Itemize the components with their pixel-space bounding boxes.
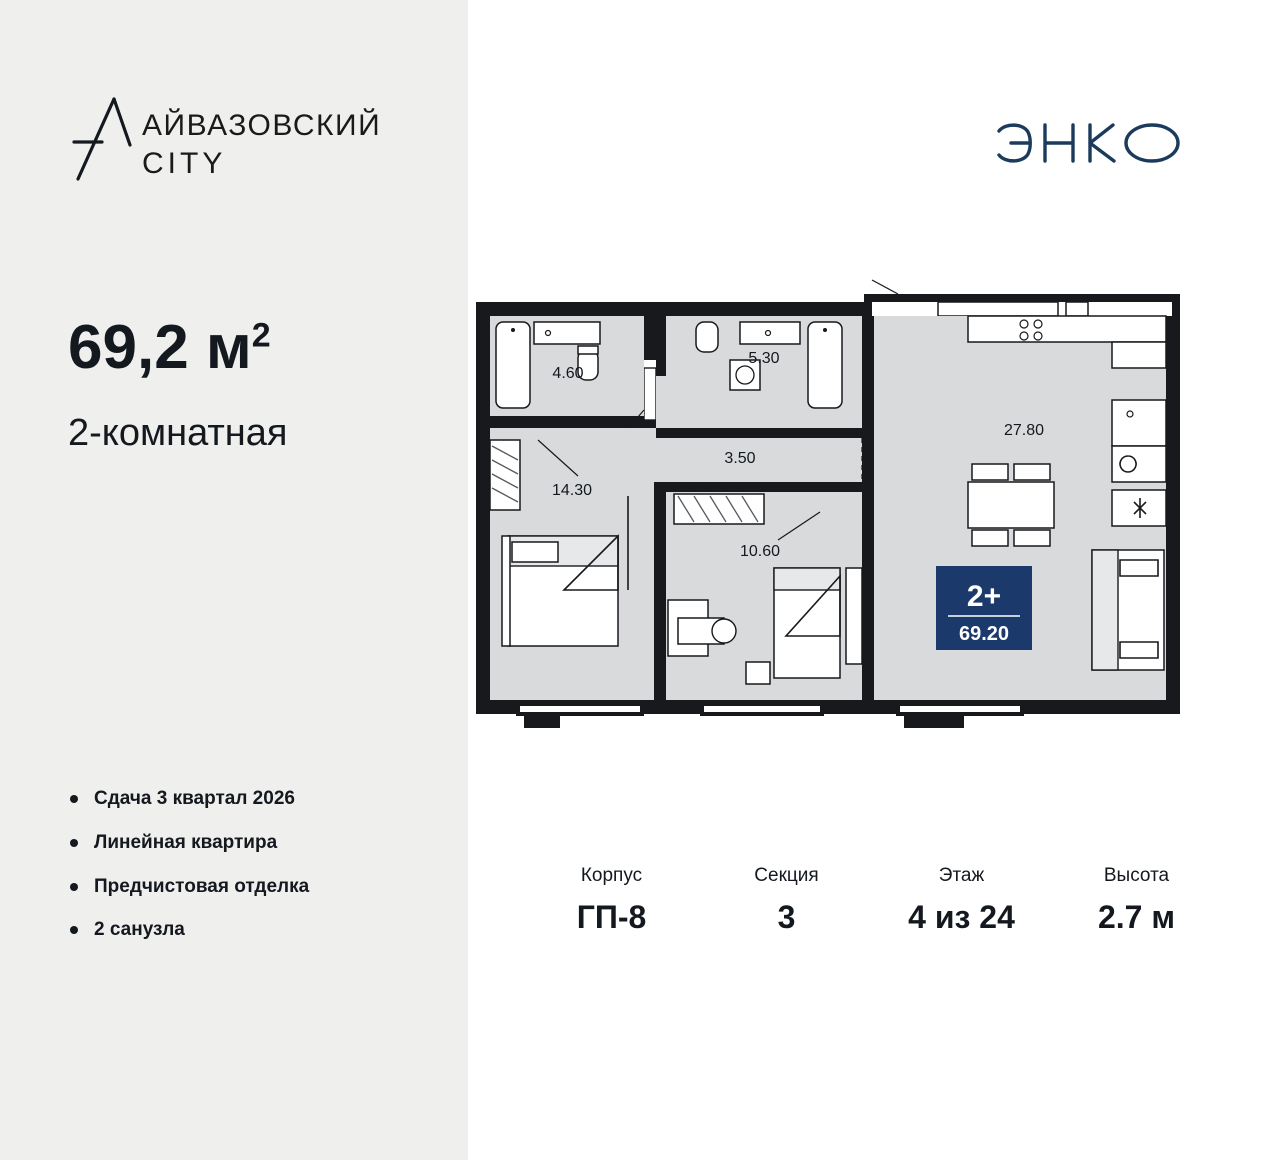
info-section-label: Секция	[754, 865, 819, 886]
info-korpus-label: Корпус	[580, 865, 643, 886]
badge-rooms: 2+	[966, 580, 1002, 613]
room-area-label: 10.60	[739, 543, 781, 560]
info-korpus-value: ГП-8	[576, 899, 647, 935]
floor-plan-svg	[468, 250, 1280, 770]
badge-area: 69.20	[958, 623, 1010, 645]
project-logo	[72, 95, 381, 183]
enko-logo-icon	[995, 120, 1195, 166]
floor-plan-drawing	[468, 250, 1280, 770]
room-bedroom-1	[490, 428, 654, 700]
room-bedroom-2	[666, 492, 862, 700]
info-section	[699, 865, 874, 936]
info-floor	[874, 865, 1049, 936]
plan-badge	[936, 566, 1032, 650]
bullet-icon	[70, 926, 78, 934]
room-area-label: 5.30	[748, 350, 780, 367]
info-height-label: Высота	[1103, 865, 1170, 886]
list-item	[68, 919, 309, 942]
info-section-value: 3	[777, 899, 796, 935]
left-info-panel	[0, 0, 468, 1160]
room-bathroom-1	[490, 316, 644, 416]
info-floor-label: Этаж	[938, 865, 985, 886]
a-letter-mark-icon	[72, 95, 134, 183]
info-floor-value: 4 из 24	[908, 899, 1015, 935]
feature-text: Предчистовая отделка	[94, 875, 310, 897]
project-logo-text	[142, 95, 381, 182]
list-item	[68, 876, 309, 899]
apartment-area-value: 69,2	[68, 313, 189, 382]
feature-text: Сдача 3 квартал 2026	[94, 788, 295, 809]
list-item	[68, 788, 309, 811]
room-area-label: 4.60	[552, 365, 584, 382]
bullet-icon	[70, 839, 78, 847]
apartment-area-unit: м	[205, 313, 252, 382]
right-plan-panel	[468, 0, 1280, 1160]
room-area-label: 14.30	[551, 482, 593, 499]
room-area-label: 3.50	[724, 450, 756, 467]
info-height-value: 2.7 м	[1097, 899, 1176, 935]
apartment-area	[68, 312, 271, 383]
list-item	[68, 832, 309, 855]
bullet-icon	[70, 883, 78, 891]
info-korpus	[524, 865, 699, 936]
project-logo-line1: АЙВАЗОВСКИЙ	[142, 109, 382, 142]
room-area-label: 27.80	[1003, 422, 1045, 439]
features-list	[68, 788, 309, 963]
feature-text: Линейная квартира	[94, 831, 278, 853]
plan-windows	[516, 702, 1024, 728]
feature-text: 2 санузла	[94, 919, 185, 941]
building-info-row	[468, 865, 1280, 936]
apartment-area-unit-sup: 2	[251, 316, 271, 355]
project-logo-line2: CITY	[142, 146, 227, 180]
room-bathroom-2	[656, 316, 862, 428]
bullet-icon	[70, 795, 78, 803]
apartment-rooms: 2-комнатная	[68, 412, 288, 454]
info-height	[1049, 865, 1224, 936]
